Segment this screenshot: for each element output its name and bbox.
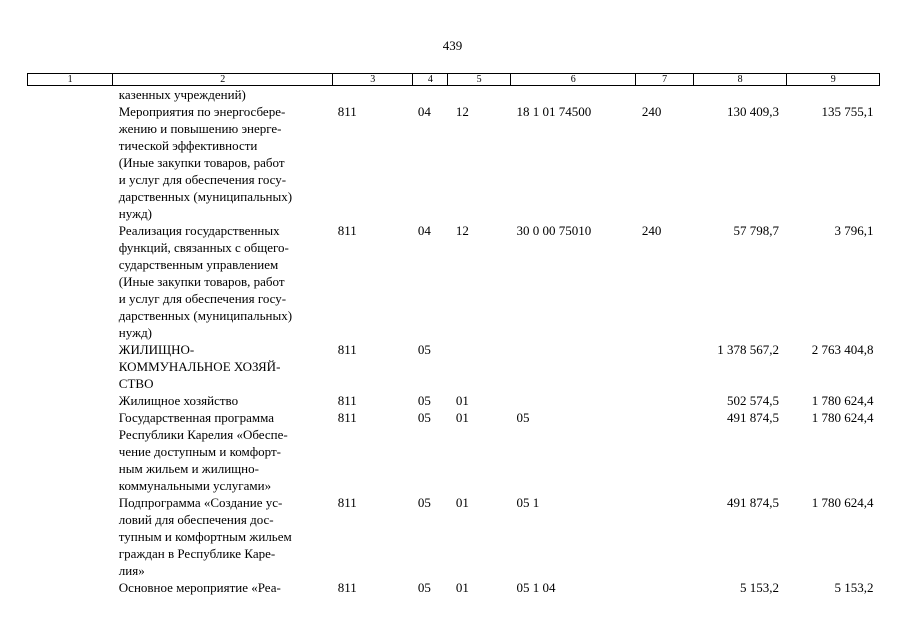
table-row bbox=[28, 222, 880, 341]
row-number-cell bbox=[28, 494, 113, 579]
row-number-cell bbox=[28, 103, 113, 222]
item-name-cell bbox=[113, 222, 333, 341]
row-number-cell bbox=[28, 579, 113, 596]
item-name-cell bbox=[113, 103, 333, 222]
section-code-cell: 04 bbox=[417, 223, 431, 238]
expense-type-cell bbox=[636, 494, 694, 579]
target-article-cell: 05 bbox=[516, 410, 530, 425]
amount-year1-cell: 5 153,2 bbox=[739, 580, 779, 595]
item-name-cell bbox=[113, 579, 333, 596]
subsection-code-cell: 01 bbox=[455, 393, 469, 408]
page-number: 439 bbox=[442, 38, 463, 53]
row-number-cell bbox=[28, 222, 113, 341]
row-number-cell bbox=[28, 392, 113, 409]
table-header bbox=[28, 74, 880, 86]
subsection-code-cell: 01 bbox=[455, 495, 469, 510]
section-code-cell: 04 bbox=[417, 104, 431, 119]
item-name: ЖИЛИЩНО- КОММУНАЛЬНОЕ ХОЗЯЙ- СТВО bbox=[118, 342, 281, 391]
amount-year1-cell: 130 409,3 bbox=[726, 104, 779, 119]
amount-year1-cell: 1 378 567,2 bbox=[717, 342, 779, 357]
amount-year1-cell: 491 874,5 bbox=[726, 495, 779, 510]
section-code-cell: 05 bbox=[417, 342, 431, 357]
row-number-cell bbox=[28, 341, 113, 392]
table-row bbox=[28, 103, 880, 222]
table-body bbox=[28, 86, 880, 597]
subsection-code-cell: 01 bbox=[455, 410, 469, 425]
subsection-code-cell bbox=[448, 341, 511, 392]
section-code-cell bbox=[413, 86, 448, 104]
row-number-cell bbox=[28, 409, 113, 494]
subsection-code-cell: 01 bbox=[455, 580, 469, 595]
expense-type-cell bbox=[636, 392, 694, 409]
item-name-cell bbox=[113, 494, 333, 579]
amount-year2-cell: 1 780 624,4 bbox=[811, 393, 874, 408]
amount-year1-cell bbox=[693, 86, 787, 104]
amount-year2-cell: 1 780 624,4 bbox=[811, 495, 874, 510]
amount-year2-cell: 2 763 404,8 bbox=[811, 342, 874, 357]
row-number-cell bbox=[28, 86, 113, 104]
column-header: 6 bbox=[511, 74, 636, 86]
section-code-cell: 05 bbox=[417, 393, 431, 408]
ministry-code-cell: 811 bbox=[337, 342, 357, 357]
column-header: 4 bbox=[413, 74, 448, 86]
item-name: Подпрограмма «Создание ус- ловий для обеспечения дос- тупным и комфортным жильем граждан в Республике Каре- лия» bbox=[118, 495, 292, 578]
amount-year1-cell: 491 874,5 bbox=[726, 410, 779, 425]
expense-type-cell bbox=[636, 86, 694, 104]
column-header: 9 bbox=[787, 74, 880, 86]
column-header: 2 bbox=[113, 74, 333, 86]
ministry-code-cell: 811 bbox=[337, 393, 357, 408]
item-name: казенных учреждений) bbox=[118, 87, 246, 102]
table-row bbox=[28, 579, 880, 596]
item-name-cell bbox=[113, 341, 333, 392]
target-article-cell bbox=[511, 392, 636, 409]
section-code-cell: 05 bbox=[417, 495, 431, 510]
section-code-cell: 05 bbox=[417, 410, 431, 425]
table-row bbox=[28, 409, 880, 494]
item-name: Реализация государственных функций, связанных с общего- сударственным управлением (Иные закупки товаров, работ и услуг для обеспечения госу- дарственных (муниципальных) нужд) bbox=[118, 223, 293, 340]
expense-type-cell bbox=[636, 341, 694, 392]
ministry-code-cell: 811 bbox=[337, 410, 357, 425]
target-article-cell: 30 0 00 75010 bbox=[516, 223, 592, 238]
budget-table bbox=[27, 73, 880, 596]
table-row bbox=[28, 392, 880, 409]
target-article-cell: 05 1 bbox=[516, 495, 540, 510]
ministry-code-cell: 811 bbox=[337, 580, 357, 595]
table-row bbox=[28, 86, 880, 104]
table-row bbox=[28, 494, 880, 579]
amount-year2-cell: 5 153,2 bbox=[834, 580, 874, 595]
subsection-code-cell: 12 bbox=[455, 223, 469, 238]
ministry-code-cell bbox=[333, 86, 413, 104]
target-article-cell bbox=[511, 86, 636, 104]
item-name-cell bbox=[113, 409, 333, 494]
subsection-code-cell bbox=[448, 86, 511, 104]
column-header: 1 bbox=[28, 74, 113, 86]
amount-year1-cell: 502 574,5 bbox=[726, 393, 779, 408]
item-name: Основное мероприятие «Реа- bbox=[118, 580, 281, 595]
amount-year2-cell: 1 780 624,4 bbox=[811, 410, 874, 425]
subsection-code-cell: 12 bbox=[455, 104, 469, 119]
ministry-code-cell: 811 bbox=[337, 495, 357, 510]
item-name-cell bbox=[113, 86, 333, 104]
item-name-cell bbox=[113, 392, 333, 409]
section-code-cell: 05 bbox=[417, 580, 431, 595]
target-article-cell: 05 1 04 bbox=[516, 580, 556, 595]
expense-type-cell: 240 bbox=[641, 223, 662, 238]
amount-year2-cell bbox=[787, 86, 880, 104]
column-header: 8 bbox=[693, 74, 787, 86]
ministry-code-cell: 811 bbox=[337, 223, 357, 238]
item-name: Государственная программа Республики Карелия «Обеспе- чение доступным и комфорт- ным жильем и жилищно- коммунальными услугами» bbox=[118, 410, 288, 493]
column-header: 7 bbox=[636, 74, 694, 86]
amount-year2-cell: 3 796,1 bbox=[834, 223, 874, 238]
table-row bbox=[28, 341, 880, 392]
amount-year1-cell: 57 798,7 bbox=[733, 223, 779, 238]
target-article-cell: 18 1 01 74500 bbox=[516, 104, 592, 119]
item-name: Жилищное хозяйство bbox=[118, 393, 239, 408]
column-header: 5 bbox=[448, 74, 511, 86]
expense-type-cell bbox=[636, 409, 694, 494]
item-name: Мероприятия по энергосбере- жению и повышению энерге- тической эффективности (Иные закупки товаров, работ и услуг для обеспечения госу- дарственных (муниципальных) нужд) bbox=[118, 104, 293, 221]
amount-year2-cell: 135 755,1 bbox=[821, 104, 874, 119]
column-header: 3 bbox=[333, 74, 413, 86]
expense-type-cell: 240 bbox=[641, 104, 662, 119]
expense-type-cell bbox=[636, 579, 694, 596]
target-article-cell bbox=[511, 341, 636, 392]
ministry-code-cell: 811 bbox=[337, 104, 357, 119]
